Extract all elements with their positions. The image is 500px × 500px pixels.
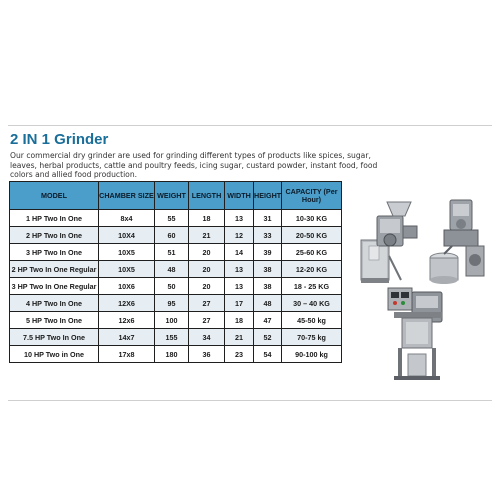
cell-height: 52	[254, 329, 282, 346]
cell-model: 1 HP Two In One	[10, 210, 99, 227]
cell-weight: 100	[155, 312, 189, 329]
cell-chamber: 10X5	[99, 261, 155, 278]
cell-chamber: 10X4	[99, 227, 155, 244]
table-row	[10, 244, 342, 261]
cell-width: 18	[225, 312, 254, 329]
cell-model: 2 HP Two In One	[10, 227, 99, 244]
cell-model: 10 HP Two in One	[10, 346, 99, 363]
page-title: 2 IN 1 Grinder	[10, 131, 109, 148]
cell-capacity: 12-20 KG	[282, 261, 342, 278]
cell-height: 38	[254, 278, 282, 295]
cell-weight: 155	[155, 329, 189, 346]
bottom-divider	[8, 400, 492, 401]
cell-weight: 180	[155, 346, 189, 363]
cell-width: 13	[225, 210, 254, 227]
cell-width: 23	[225, 346, 254, 363]
header-width: WIDTH	[225, 182, 254, 210]
table-row	[10, 278, 342, 295]
cell-model: 2 HP Two In One Regular	[10, 261, 99, 278]
cell-weight: 50	[155, 278, 189, 295]
cell-width: 21	[225, 329, 254, 346]
cell-capacity: 20-50 KG	[282, 227, 342, 244]
cell-height: 54	[254, 346, 282, 363]
cell-length: 36	[189, 346, 225, 363]
cell-model: 5 HP Two In One	[10, 312, 99, 329]
cell-chamber: 17x8	[99, 346, 155, 363]
cell-length: 34	[189, 329, 225, 346]
cell-model: 3 HP Two In One Regular	[10, 278, 99, 295]
cell-height: 39	[254, 244, 282, 261]
cell-width: 12	[225, 227, 254, 244]
cell-weight: 55	[155, 210, 189, 227]
cell-width: 14	[225, 244, 254, 261]
cell-length: 21	[189, 227, 225, 244]
cell-model: 4 HP Two In One	[10, 295, 99, 312]
cell-length: 20	[189, 261, 225, 278]
cell-chamber: 10X5	[99, 244, 155, 261]
cell-weight: 95	[155, 295, 189, 312]
table-row	[10, 210, 342, 227]
cell-model: 3 HP Two In One	[10, 244, 99, 261]
spec-table	[9, 181, 342, 363]
table-row	[10, 295, 342, 312]
product-description: Our commercial dry grinder are used for grinding different types of products like spices, sugar, leaves, herbal products, cattle and poultry feeds, icing sugar, custard powder, instant food, food colors and allied food production.	[10, 151, 378, 180]
cell-chamber: 10X6	[99, 278, 155, 295]
table-row	[10, 329, 342, 346]
table-header-row	[10, 182, 342, 210]
header-height: HEIGHT	[254, 182, 282, 210]
table-row	[10, 346, 342, 363]
cell-capacity: 18 - 25 KG	[282, 278, 342, 295]
cell-model: 7.5 HP Two In One	[10, 329, 99, 346]
cell-length: 18	[189, 210, 225, 227]
cell-height: 48	[254, 295, 282, 312]
cell-length: 20	[189, 278, 225, 295]
header-capacity: CAPACITY (Per Hour)	[282, 182, 342, 210]
cell-height: 38	[254, 261, 282, 278]
table-row	[10, 312, 342, 329]
cell-weight: 60	[155, 227, 189, 244]
cell-length: 20	[189, 244, 225, 261]
cell-chamber: 8x4	[99, 210, 155, 227]
cell-height: 33	[254, 227, 282, 244]
header-length: LENGTH	[189, 182, 225, 210]
cell-capacity: 45-50 kg	[282, 312, 342, 329]
cell-chamber: 12X6	[99, 295, 155, 312]
cell-chamber: 14x7	[99, 329, 155, 346]
grinder-machine-photo-3	[382, 284, 448, 384]
grinder-machine-photo-2	[422, 196, 494, 286]
header-chamber-size: CHAMBER SIZE	[99, 182, 155, 210]
cell-width: 13	[225, 261, 254, 278]
cell-weight: 51	[155, 244, 189, 261]
cell-height: 31	[254, 210, 282, 227]
cell-width: 13	[225, 278, 254, 295]
grinder-machine-photo-1	[347, 196, 423, 286]
header-weight: WEIGHT	[155, 182, 189, 210]
table-row	[10, 227, 342, 244]
top-divider	[8, 125, 492, 126]
cell-length: 27	[189, 312, 225, 329]
cell-capacity: 25-60 KG	[282, 244, 342, 261]
cell-capacity: 30 – 40 KG	[282, 295, 342, 312]
cell-chamber: 12x6	[99, 312, 155, 329]
cell-weight: 48	[155, 261, 189, 278]
cell-capacity: 70-75 kg	[282, 329, 342, 346]
cell-height: 47	[254, 312, 282, 329]
cell-length: 27	[189, 295, 225, 312]
cell-capacity: 10-30 KG	[282, 210, 342, 227]
table-row	[10, 261, 342, 278]
cell-width: 17	[225, 295, 254, 312]
header-model: MODEL	[10, 182, 99, 210]
cell-capacity: 90-100 kg	[282, 346, 342, 363]
